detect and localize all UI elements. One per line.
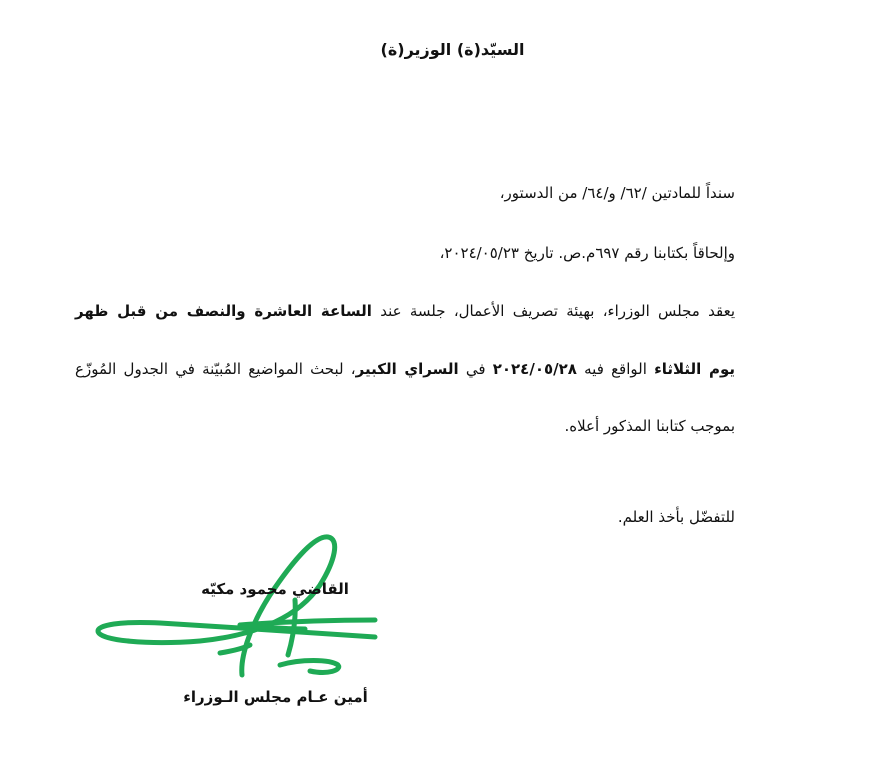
meeting-paragraph-line-2 — [75, 360, 735, 378]
meeting-day-text: يوم الثلاثاء — [654, 360, 735, 378]
meeting-time-text: الساعة العاشرة والنصف من قبل ظهر — [75, 302, 372, 320]
meeting-date-text: ٢٠٢٤/٠٥/٢٨ — [492, 360, 577, 378]
meeting-paragraph-line-3: بموجب كتابنا المذكور أعلاه. — [564, 417, 735, 435]
handwritten-signature — [90, 525, 390, 685]
meeting-agenda-text: ، لبحث المواضيع المُبيّنة في الجدول المُوزّع — [75, 360, 356, 378]
signatory-title: أمين عـام مجلس الـوزراء — [183, 688, 368, 706]
closing-line: للتفضّل بأخذ العلم. — [617, 508, 735, 526]
meeting-location-text: السراي الكبير — [355, 360, 459, 378]
meeting-intro-text: يعقد مجلس الوزراء، بهيئة تصريف الأعمال، جلسة عند — [371, 302, 736, 320]
meeting-connector-text-2: في — [458, 360, 493, 378]
constitution-reference-line: سنداً للمادتين /٦٢/ و/٦٤/ من الدستور، — [499, 184, 735, 202]
meeting-connector-text-1: الواقع فيه — [576, 360, 655, 378]
meeting-paragraph-line-1 — [75, 302, 735, 320]
previous-letter-reference-line: وإلحاقاً بكتابنا رقم ٦٩٧م.ص. تاريخ ٢٠٢٤/٠٥/٢٣، — [439, 244, 735, 262]
signatory-name: القاضي محمود مكيّه — [201, 580, 349, 598]
addressee-heading: السيّد(ة) الوزير(ة) — [380, 40, 525, 59]
